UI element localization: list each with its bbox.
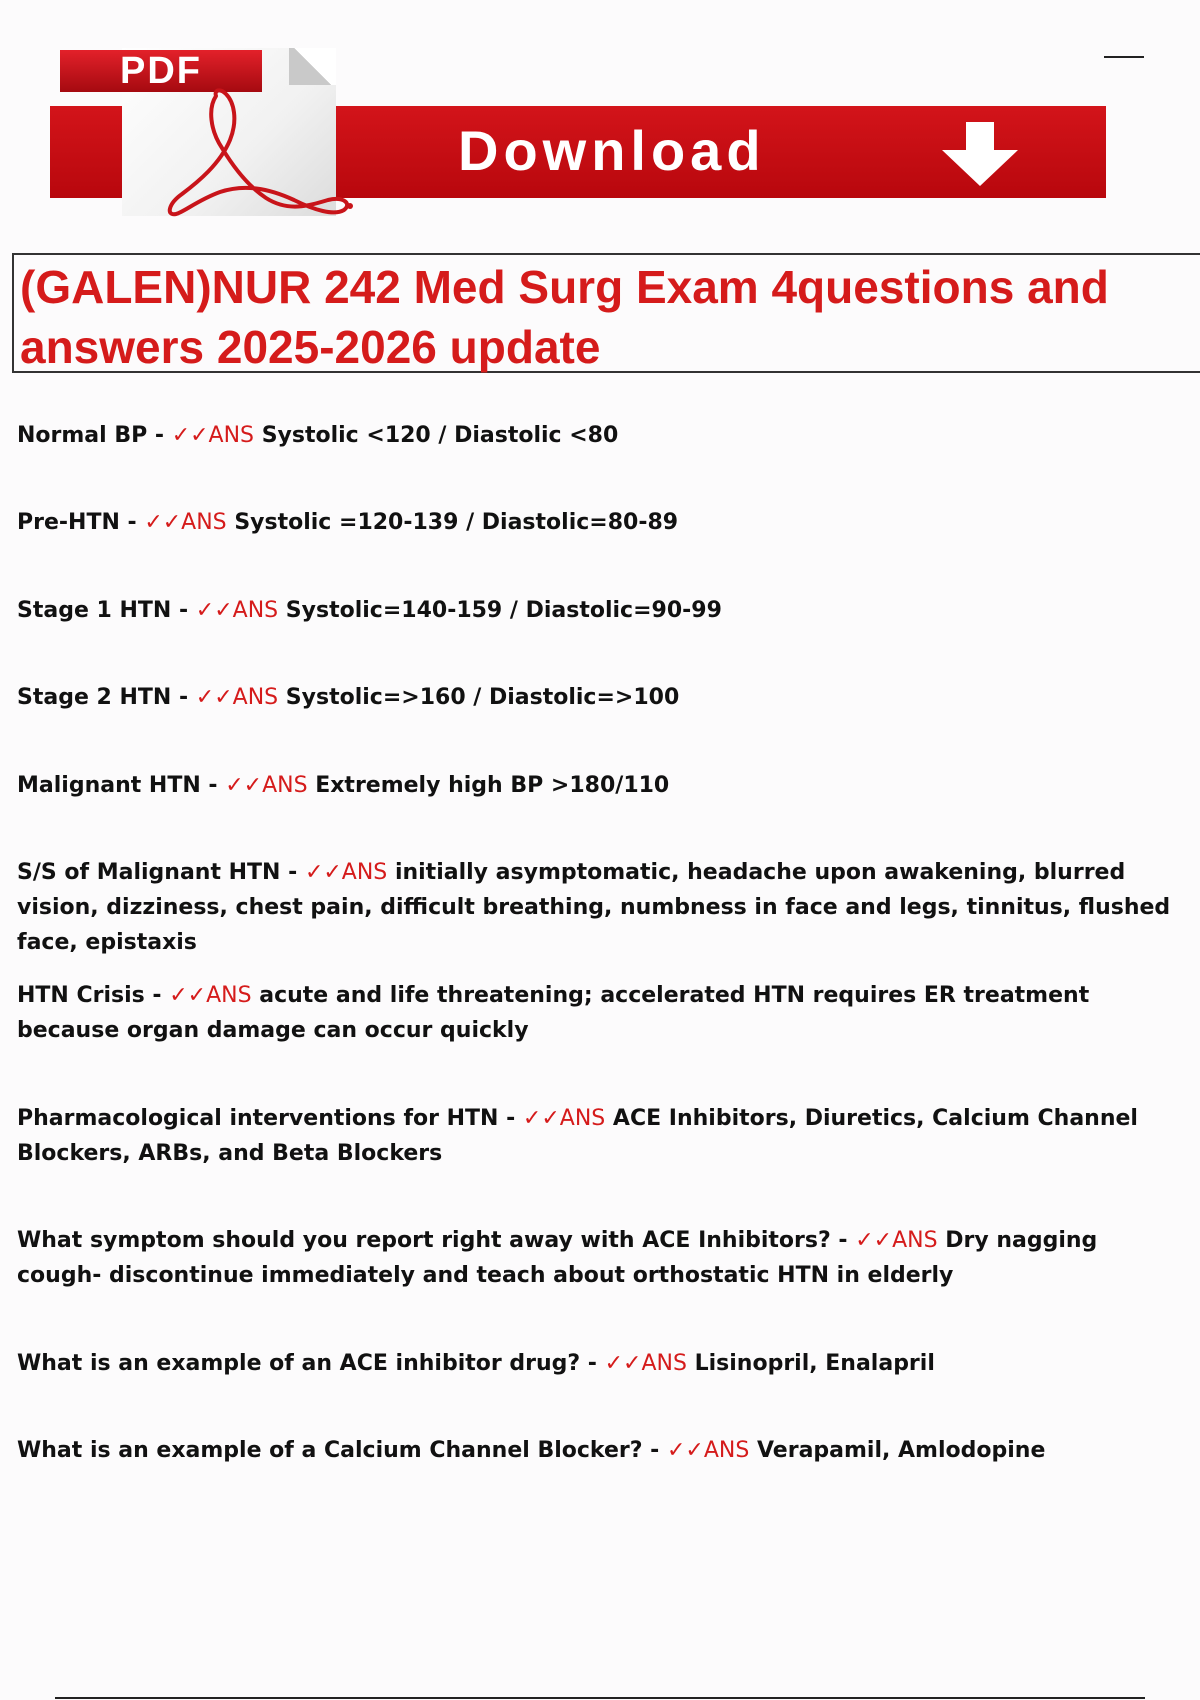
answer-text: Lisinopril, Enalapril xyxy=(686,1351,935,1376)
qa-item xyxy=(17,1433,1187,1468)
qa-item xyxy=(17,593,1187,628)
question-text: Stage 1 HTN - xyxy=(17,598,196,623)
document-title: (GALEN)NUR 242 Med Surg Exam 4questions and answers 2025-2026 update xyxy=(20,261,1109,373)
qa-item xyxy=(17,680,1187,715)
answer-text: Systolic=140-159 / Diastolic=90-99 xyxy=(278,598,722,623)
question-text: Pharmacological interventions for HTN - xyxy=(17,1106,523,1131)
download-label[interactable]: Download xyxy=(458,119,766,182)
answer-marker: ✓✓ANS xyxy=(522,1106,606,1131)
answer-marker: ✓✓ANS xyxy=(666,1438,750,1463)
qa-item xyxy=(17,505,1187,540)
answer-marker: ✓✓ANS xyxy=(855,1228,938,1253)
qa-item xyxy=(17,768,1187,803)
bottom-rule xyxy=(55,1697,1145,1699)
pdf-label: PDF xyxy=(60,50,262,92)
answer-text: Verapamil, Amlodopine xyxy=(749,1438,1046,1463)
answer-marker: ✓✓ANS xyxy=(169,983,252,1008)
answer-text: Systolic <120 / Diastolic <80 xyxy=(254,423,619,448)
answer-text: Extremely high BP >180/110 xyxy=(307,773,670,798)
question-text: Normal BP - xyxy=(17,423,172,448)
answer-marker: ✓✓ANS xyxy=(304,860,388,885)
qa-item xyxy=(17,418,1187,453)
answer-text: ACE Inhibitors, Diuretics, Calcium Channel Blockers, ARBs, and Beta Blockers xyxy=(17,1106,1138,1166)
answer-text: Systolic =120-139 / Diastolic=80-89 xyxy=(226,510,679,535)
qa-item xyxy=(17,855,1187,960)
answer-marker: ✓✓ANS xyxy=(144,510,227,535)
answer-text: Systolic=>160 / Diastolic=>100 xyxy=(278,685,680,710)
answer-marker: ✓✓ANS xyxy=(195,685,279,710)
page-fold-icon xyxy=(289,48,336,85)
question-text: What is an example of a Calcium Channel Blocker? - xyxy=(17,1438,667,1463)
acrobat-logo-icon xyxy=(138,88,378,218)
question-text: Stage 2 HTN - xyxy=(17,685,196,710)
answer-marker: ✓✓ANS xyxy=(604,1351,687,1376)
answer-text: Dry nagging cough- discontinue immediately and teach about orthostatic HTN in elderly xyxy=(17,1228,1098,1288)
question-text: Pre-HTN - xyxy=(17,510,145,535)
question-text: HTN Crisis - xyxy=(17,983,170,1008)
download-arrow-icon[interactable] xyxy=(940,122,1020,188)
qa-item xyxy=(17,978,1187,1048)
question-text: S/S of Malignant HTN - xyxy=(17,860,305,885)
question-text: What is an example of an ACE inhibitor drug? - xyxy=(17,1351,605,1376)
question-text: Malignant HTN - xyxy=(17,773,226,798)
qa-item xyxy=(17,1101,1187,1171)
question-text: What symptom should you report right away with ACE Inhibitors? - xyxy=(17,1228,856,1253)
qa-item xyxy=(17,1223,1187,1293)
answer-marker: ✓✓ANS xyxy=(225,773,308,798)
answer-marker: ✓✓ANS xyxy=(195,598,279,623)
corner-dash xyxy=(1104,56,1144,58)
pdf-download-banner[interactable] xyxy=(50,38,1106,220)
answer-marker: ✓✓ANS xyxy=(171,423,255,448)
answer-text: acute and life threatening; accelerated HTN requires ER treatment because organ damage can occur quickly xyxy=(17,983,1090,1043)
answer-text: initially asymptomatic, headache upon awakening, blurred vision, dizziness, chest pain, difficult breathing, numbness in face and legs, tinnitus, flushed face, epistaxis xyxy=(17,860,1171,955)
title-box xyxy=(12,253,1200,373)
qa-item xyxy=(17,1346,1187,1381)
